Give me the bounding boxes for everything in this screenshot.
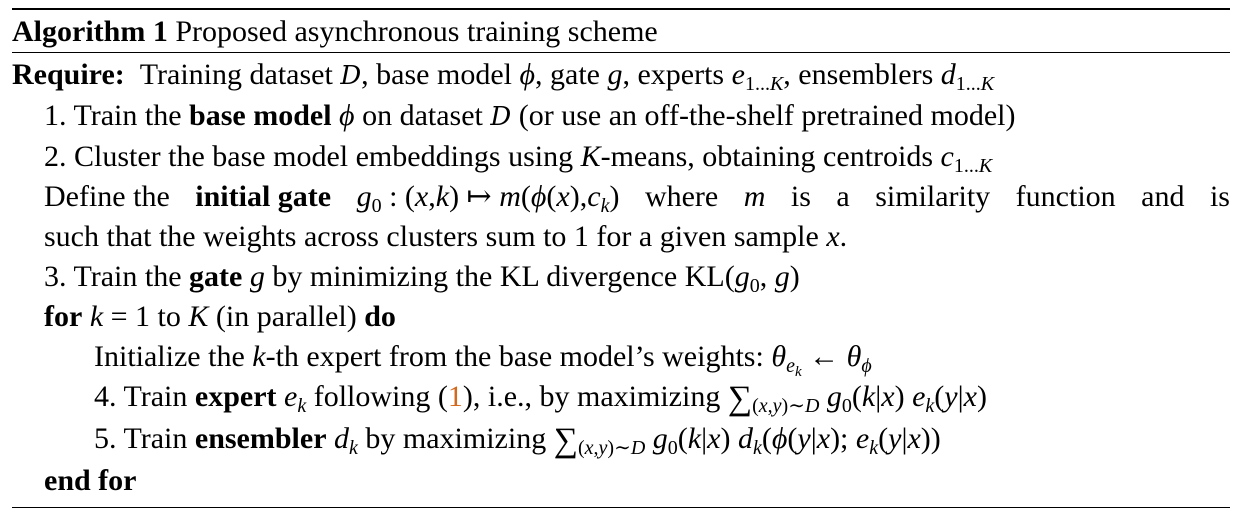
algorithm-block bbox=[12, 8, 1230, 508]
step-3-bold: gate bbox=[189, 260, 243, 293]
algorithm-caption bbox=[12, 10, 1230, 52]
step-4 bbox=[12, 377, 1230, 419]
algorithm-title: Proposed asynchronous training scheme bbox=[175, 15, 658, 48]
init-text: Initialize the k-th expert from the base model’s weights: $\theta_{e_k}$ ← $\theta_\phi$ bbox=[94, 340, 872, 380]
require-text: Training dataset D, base model ϕ, gate g, experts $e_{1...K}$, ensemblers $d_{1...K}$ bbox=[132, 58, 995, 95]
define-line2-text: such that the weights across clusters sum to 1 for a given sample x. bbox=[44, 220, 848, 253]
algorithm-label: Algorithm 1 bbox=[12, 15, 168, 48]
step-5-rest: $d_k$ by maximizing $\sum_{(x,y)\sim D}$ $g_0(k|x)$ $d_k(\phi(y|x)$; $e_k(y|x)$) bbox=[334, 422, 941, 459]
step-2-text: 2. Cluster the base model embeddings using K-means, obtaining centroids $c_{1...K}$ bbox=[44, 140, 993, 177]
define-line-2 bbox=[12, 217, 1230, 257]
step-1-rest: ϕ on dataset D (or use an off-the-shelf pretrained model) bbox=[339, 99, 1016, 132]
define-line: Define the initial gate $g_0$ : (x,k) ↦ $m(\phi(x),c_k)$ where m is a similarity function and is bbox=[12, 177, 1230, 217]
step-3-prefix: 3. Train the bbox=[44, 260, 182, 293]
bottom-rule bbox=[12, 507, 1230, 508]
step-2 bbox=[12, 137, 1230, 177]
step-4-prefix: 4. Train bbox=[94, 380, 188, 413]
for-keyword: for bbox=[44, 300, 83, 333]
init-line bbox=[12, 337, 1230, 380]
step-5-bold: ensembler bbox=[194, 422, 327, 455]
require-line bbox=[12, 55, 1230, 96]
require-label: Require: bbox=[12, 58, 125, 91]
equation-ref-link[interactable]: 1 bbox=[447, 380, 463, 413]
for-range: k = 1 to K (in parallel) bbox=[89, 300, 357, 333]
step-5 bbox=[12, 419, 1230, 461]
step-4-bold: expert bbox=[194, 380, 277, 413]
step-3 bbox=[12, 257, 1230, 297]
for-line bbox=[12, 297, 1230, 337]
caption-rule bbox=[12, 52, 1230, 53]
end-for-keyword: end for bbox=[44, 464, 137, 497]
end-for-line bbox=[12, 461, 1230, 501]
define-prefix: Define the bbox=[44, 180, 170, 213]
step-3-rest: g by minimizing the KL divergence $KL(g_0$, g) bbox=[249, 260, 800, 297]
step-1 bbox=[12, 96, 1230, 137]
define-bold: initial gate bbox=[195, 180, 332, 213]
do-keyword: do bbox=[364, 300, 396, 333]
step-4-rest: $e_k$ following (1), i.e., by maximizing $\sum_{(x,y)\sim D}$ $g_0(k|x)$ $e_k(y|x)$ bbox=[284, 380, 987, 417]
step-1-bold: base model bbox=[189, 99, 332, 132]
step-1-prefix: 1. Train the bbox=[44, 99, 182, 132]
define-formula: $g_0$ : (x,k) ↦ $m(\phi(x),c_k)$ bbox=[356, 180, 620, 217]
step-5-prefix: 5. Train bbox=[94, 422, 188, 455]
